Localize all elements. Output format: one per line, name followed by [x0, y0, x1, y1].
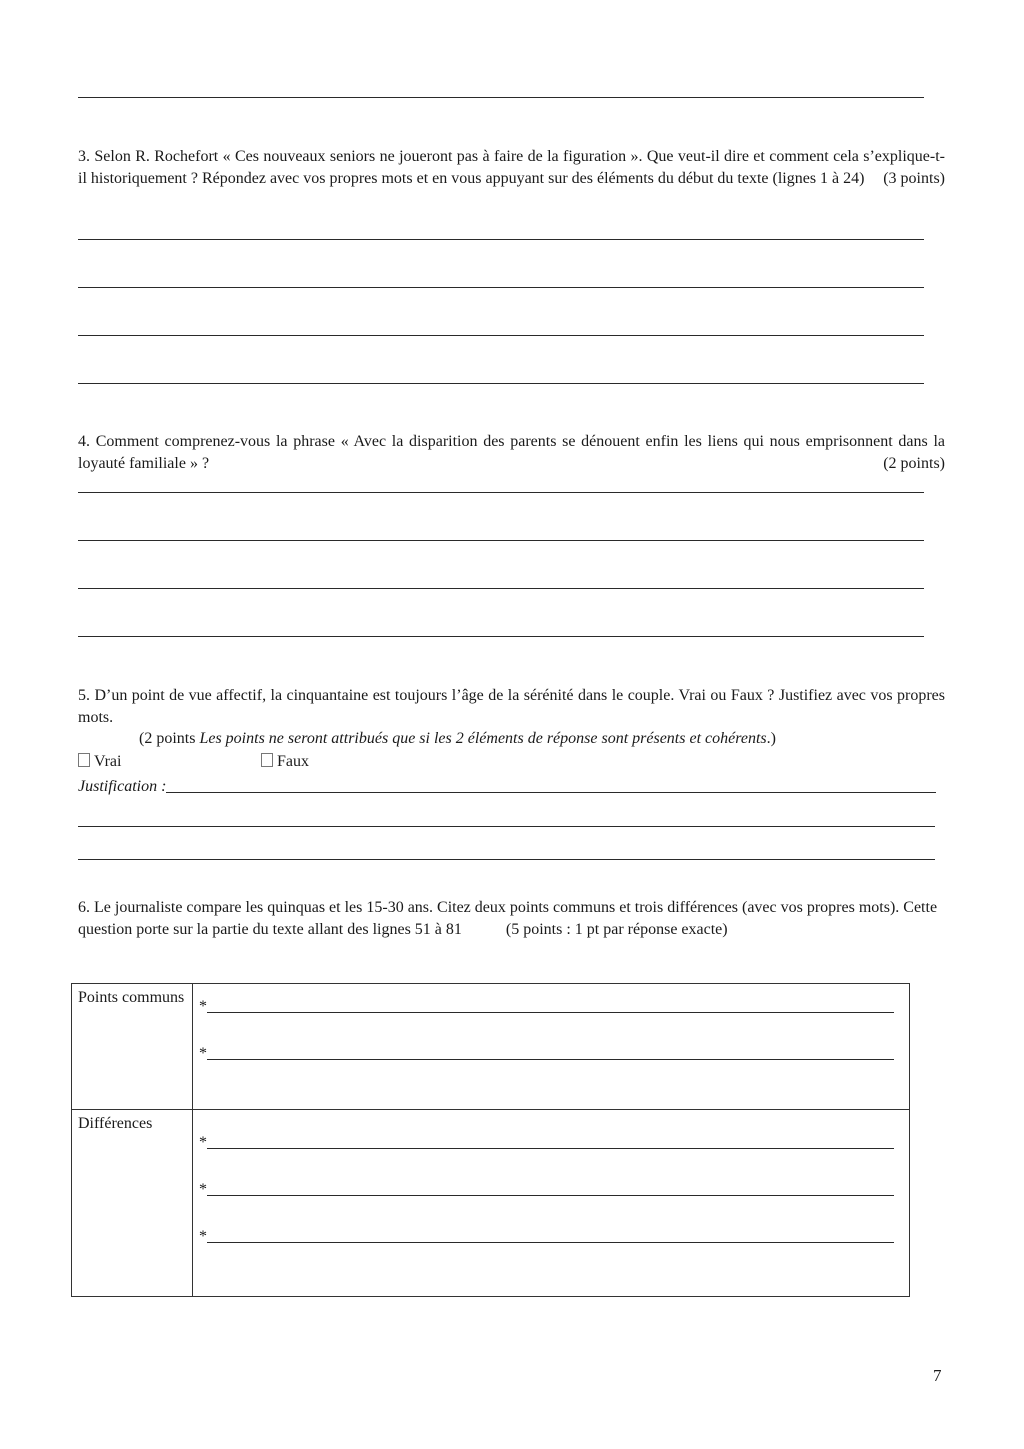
option-false-label: Faux [277, 753, 309, 770]
answer-cell-common [193, 984, 910, 1110]
question-4 [78, 431, 945, 475]
table-row-differences [72, 1110, 910, 1297]
row-label-differences: Différences [72, 1110, 193, 1297]
checkbox-icon[interactable] [261, 753, 273, 767]
answer-bullet[interactable]: * [199, 1132, 894, 1154]
option-false[interactable] [261, 751, 309, 773]
question-3-points: (3 points) [883, 170, 945, 187]
answer-line[interactable] [78, 287, 924, 288]
answer-bullet[interactable]: * [199, 1043, 894, 1065]
answer-line[interactable] [78, 826, 935, 827]
answer-line[interactable] [78, 335, 924, 336]
answer-line[interactable] [78, 859, 935, 860]
checkbox-icon[interactable] [78, 753, 90, 767]
justification-label: Justification : [78, 778, 167, 795]
question-3-text: 3. Selon R. Rochefort « Ces nouveaux seniors ne joueront pas à faire de la figuration ». Que veut-il dire et comment cela s’explique-t-il historiquement ? Répondez avec vos propres mots et en vous appuyant sur des éléments du début du texte (lignes 1 à 24) [78, 148, 945, 187]
scoring-note: Les points ne seront attribués que si les 2 éléments de réponse sont présents et cohérents [199, 730, 767, 747]
question-4-text: 4. Comment comprenez-vous la phrase « Avec la disparition des parents se dénouent enfin les liens qui nous emprisonnent dans la loyauté familiale » ? [78, 433, 945, 472]
question-6 [78, 897, 938, 941]
option-true[interactable] [78, 751, 121, 773]
answer-bullet[interactable]: * [199, 1179, 894, 1201]
answer-line[interactable] [78, 540, 924, 541]
answer-line[interactable] [78, 636, 924, 637]
answer-table [71, 983, 910, 1297]
answer-line[interactable] [78, 97, 924, 98]
question-4-points: (2 points) [883, 455, 945, 472]
answer-line[interactable] [166, 792, 936, 793]
answer-line[interactable] [78, 239, 924, 240]
answer-cell-differences [193, 1110, 910, 1297]
question-5-points: (2 points Les points ne seront attribués que si les 2 éléments de réponse sont présents et cohérents.) [139, 730, 776, 747]
answer-line[interactable] [78, 383, 924, 384]
justification-row [78, 776, 936, 798]
answer-line[interactable] [78, 492, 924, 493]
question-6-text: 6. Le journaliste compare les quinquas et les 15-30 ans. Citez deux points communs et trois différences (avec vos propres mots). Cette question porte sur la partie du texte allant des lignes 51 à 81 [78, 899, 938, 938]
option-true-label: Vrai [94, 753, 122, 770]
page-number: 7 [933, 1366, 942, 1385]
answer-bullet[interactable]: * [199, 1226, 894, 1248]
question-6-points: (5 points : 1 pt par réponse exacte) [505, 921, 728, 938]
question-5 [78, 685, 945, 729]
row-label-common: Points communs [72, 984, 193, 1110]
table-row-common [72, 984, 910, 1110]
question-5-text: 5. D’un point de vue affectif, la cinquantaine est toujours l’âge de la sérénité dans le couple. Vrai ou Faux ? Justifiez avec vos propres mots. [78, 687, 945, 726]
answer-bullet[interactable]: * [199, 996, 894, 1018]
answer-line[interactable] [78, 588, 924, 589]
question-3 [78, 146, 945, 190]
